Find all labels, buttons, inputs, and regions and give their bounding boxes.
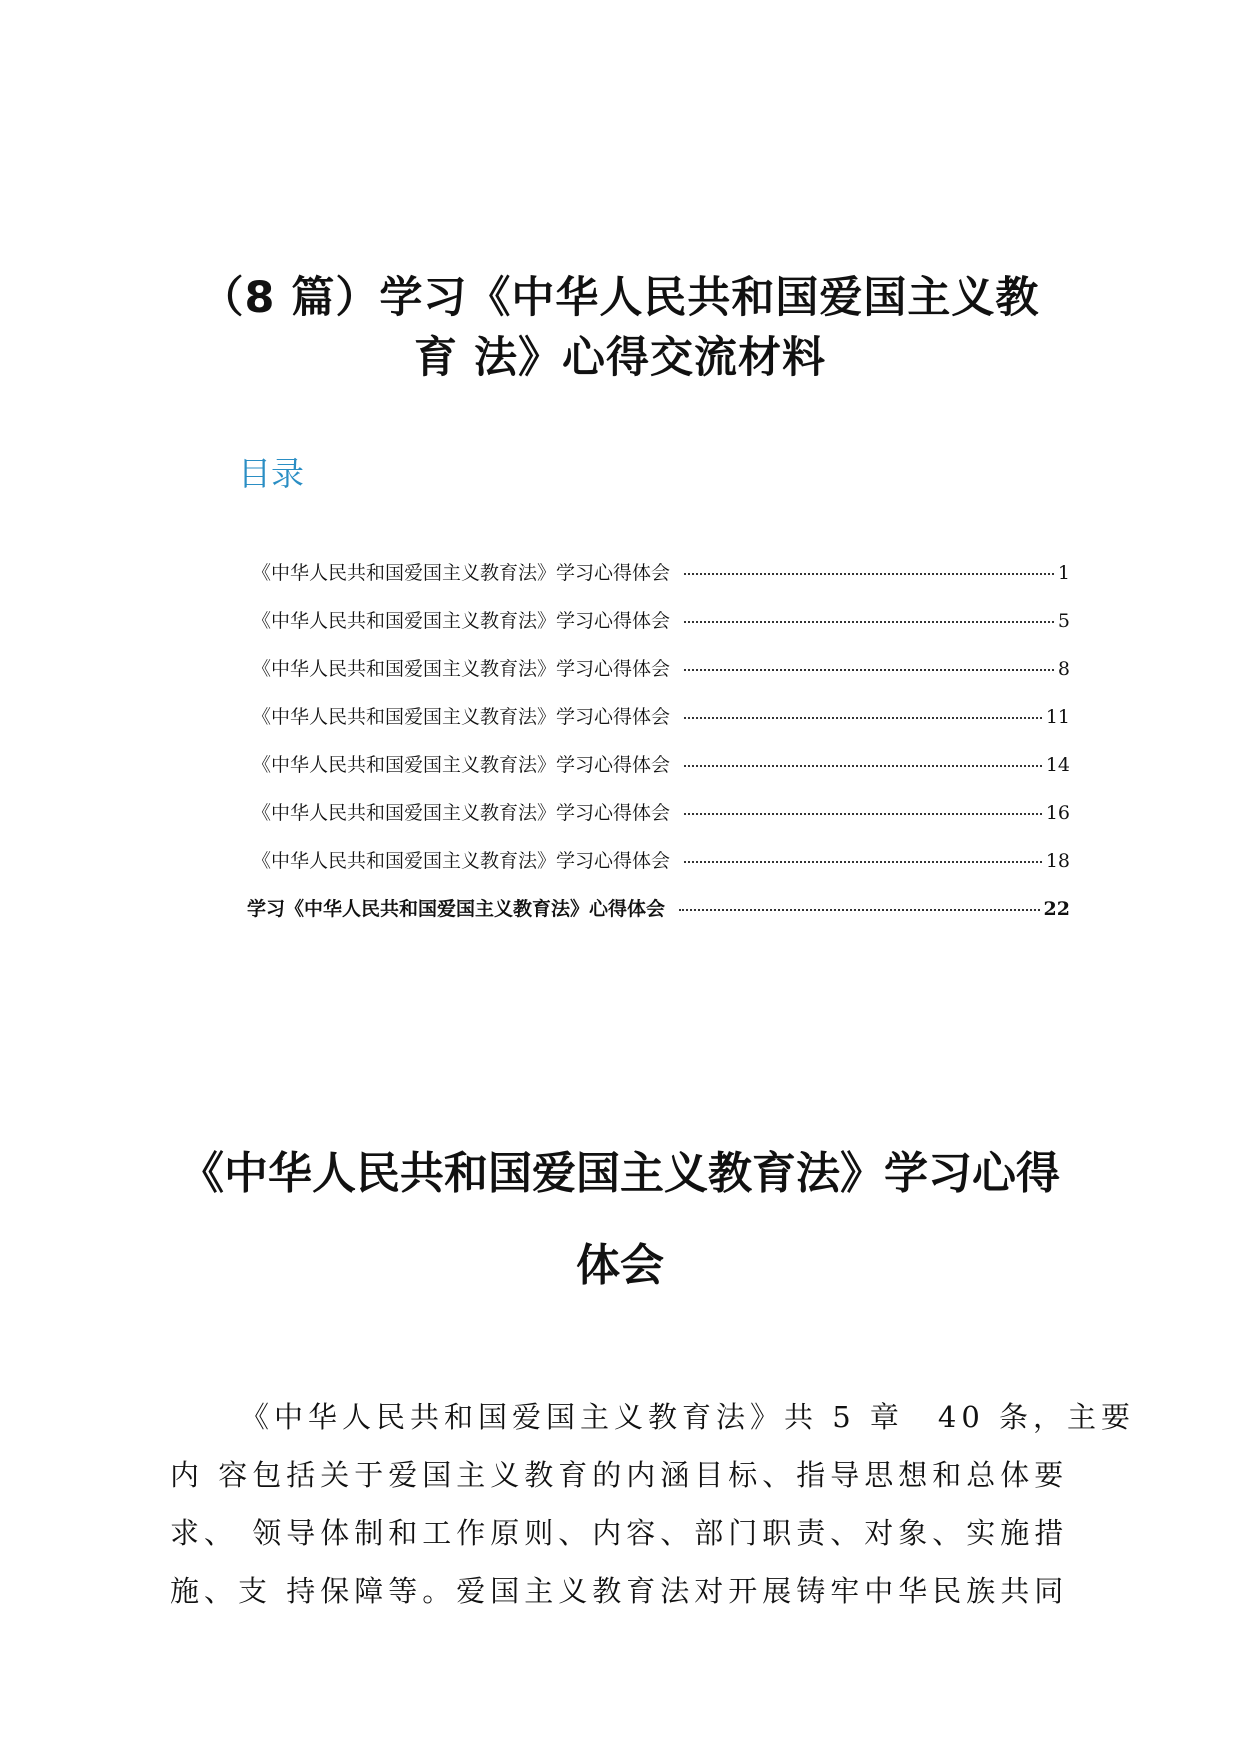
body-paragraph <box>170 1388 1136 1620</box>
toc-dot-leader <box>679 909 1040 911</box>
paragraph-line: 《中华人民共和国爱国主义教育法》共 5 章 40 条，主要 <box>240 1400 1136 1434</box>
paragraph-line: 内 容包括关于爱国主义教育的内涵目标、指导思想和总体要 <box>170 1458 1069 1492</box>
toc-heading: 目录 <box>238 454 304 493</box>
toc-entry-text: 学习《中华人民共和国爱国主义教育法》心得体会 <box>247 898 666 920</box>
toc-entry[interactable] <box>247 894 1070 942</box>
toc-entry[interactable] <box>252 846 1070 894</box>
toc-dot-leader <box>684 765 1042 767</box>
toc-entry-text: 《中华人民共和国爱国主义教育法》学习心得体会 <box>252 754 671 776</box>
document-title <box>150 268 1090 388</box>
toc-dot-leader <box>684 669 1054 671</box>
section-title-line-2: 体会 <box>576 1240 664 1291</box>
toc-page-number: 16 <box>1045 802 1070 824</box>
toc-dot-leader <box>684 861 1042 863</box>
toc-entry-text: 《中华人民共和国爱国主义教育法》学习心得体会 <box>252 658 671 680</box>
toc-entry[interactable] <box>252 606 1070 654</box>
toc-entry-text: 《中华人民共和国爱国主义教育法》学习心得体会 <box>252 610 671 632</box>
toc-page-number: 11 <box>1045 706 1070 728</box>
toc-dot-leader <box>684 717 1042 719</box>
toc-entry-text: 《中华人民共和国爱国主义教育法》学习心得体会 <box>252 562 671 584</box>
toc-dot-leader <box>684 813 1042 815</box>
section-title <box>150 1128 1090 1312</box>
paragraph-line: 求、 领导体制和工作原则、内容、部门职责、对象、实施措 <box>170 1516 1069 1550</box>
toc-page-number: 14 <box>1045 754 1070 776</box>
toc-entry[interactable] <box>252 702 1070 750</box>
toc-page-number: 8 <box>1057 658 1070 680</box>
toc-page-number: 18 <box>1045 850 1070 872</box>
toc-entry[interactable] <box>252 798 1070 846</box>
table-of-contents <box>247 558 1070 942</box>
toc-entry-text: 《中华人民共和国爱国主义教育法》学习心得体会 <box>252 706 671 728</box>
paragraph-line: 施、支 持保障等。爱国主义教育法对开展铸牢中华民族共同 <box>170 1574 1069 1608</box>
toc-entry-text: 《中华人民共和国爱国主义教育法》学习心得体会 <box>252 850 671 872</box>
section-title-line-1: 《中华人民共和国爱国主义教育法》学习心得 <box>180 1148 1060 1199</box>
toc-page-number: 5 <box>1057 610 1070 632</box>
toc-dot-leader <box>684 621 1054 623</box>
toc-dot-leader <box>684 573 1054 575</box>
toc-page-number: 1 <box>1057 562 1070 584</box>
toc-page-number: 22 <box>1043 898 1070 920</box>
toc-entry[interactable] <box>252 558 1070 606</box>
toc-entry[interactable] <box>252 750 1070 798</box>
document-title-line-2: 育 法》心得交流材料 <box>414 333 826 383</box>
document-title-line-1: （8 篇）学习《中华人民共和国爱国主义教 <box>200 273 1040 323</box>
toc-entry-text: 《中华人民共和国爱国主义教育法》学习心得体会 <box>252 802 671 824</box>
toc-entry[interactable] <box>252 654 1070 702</box>
